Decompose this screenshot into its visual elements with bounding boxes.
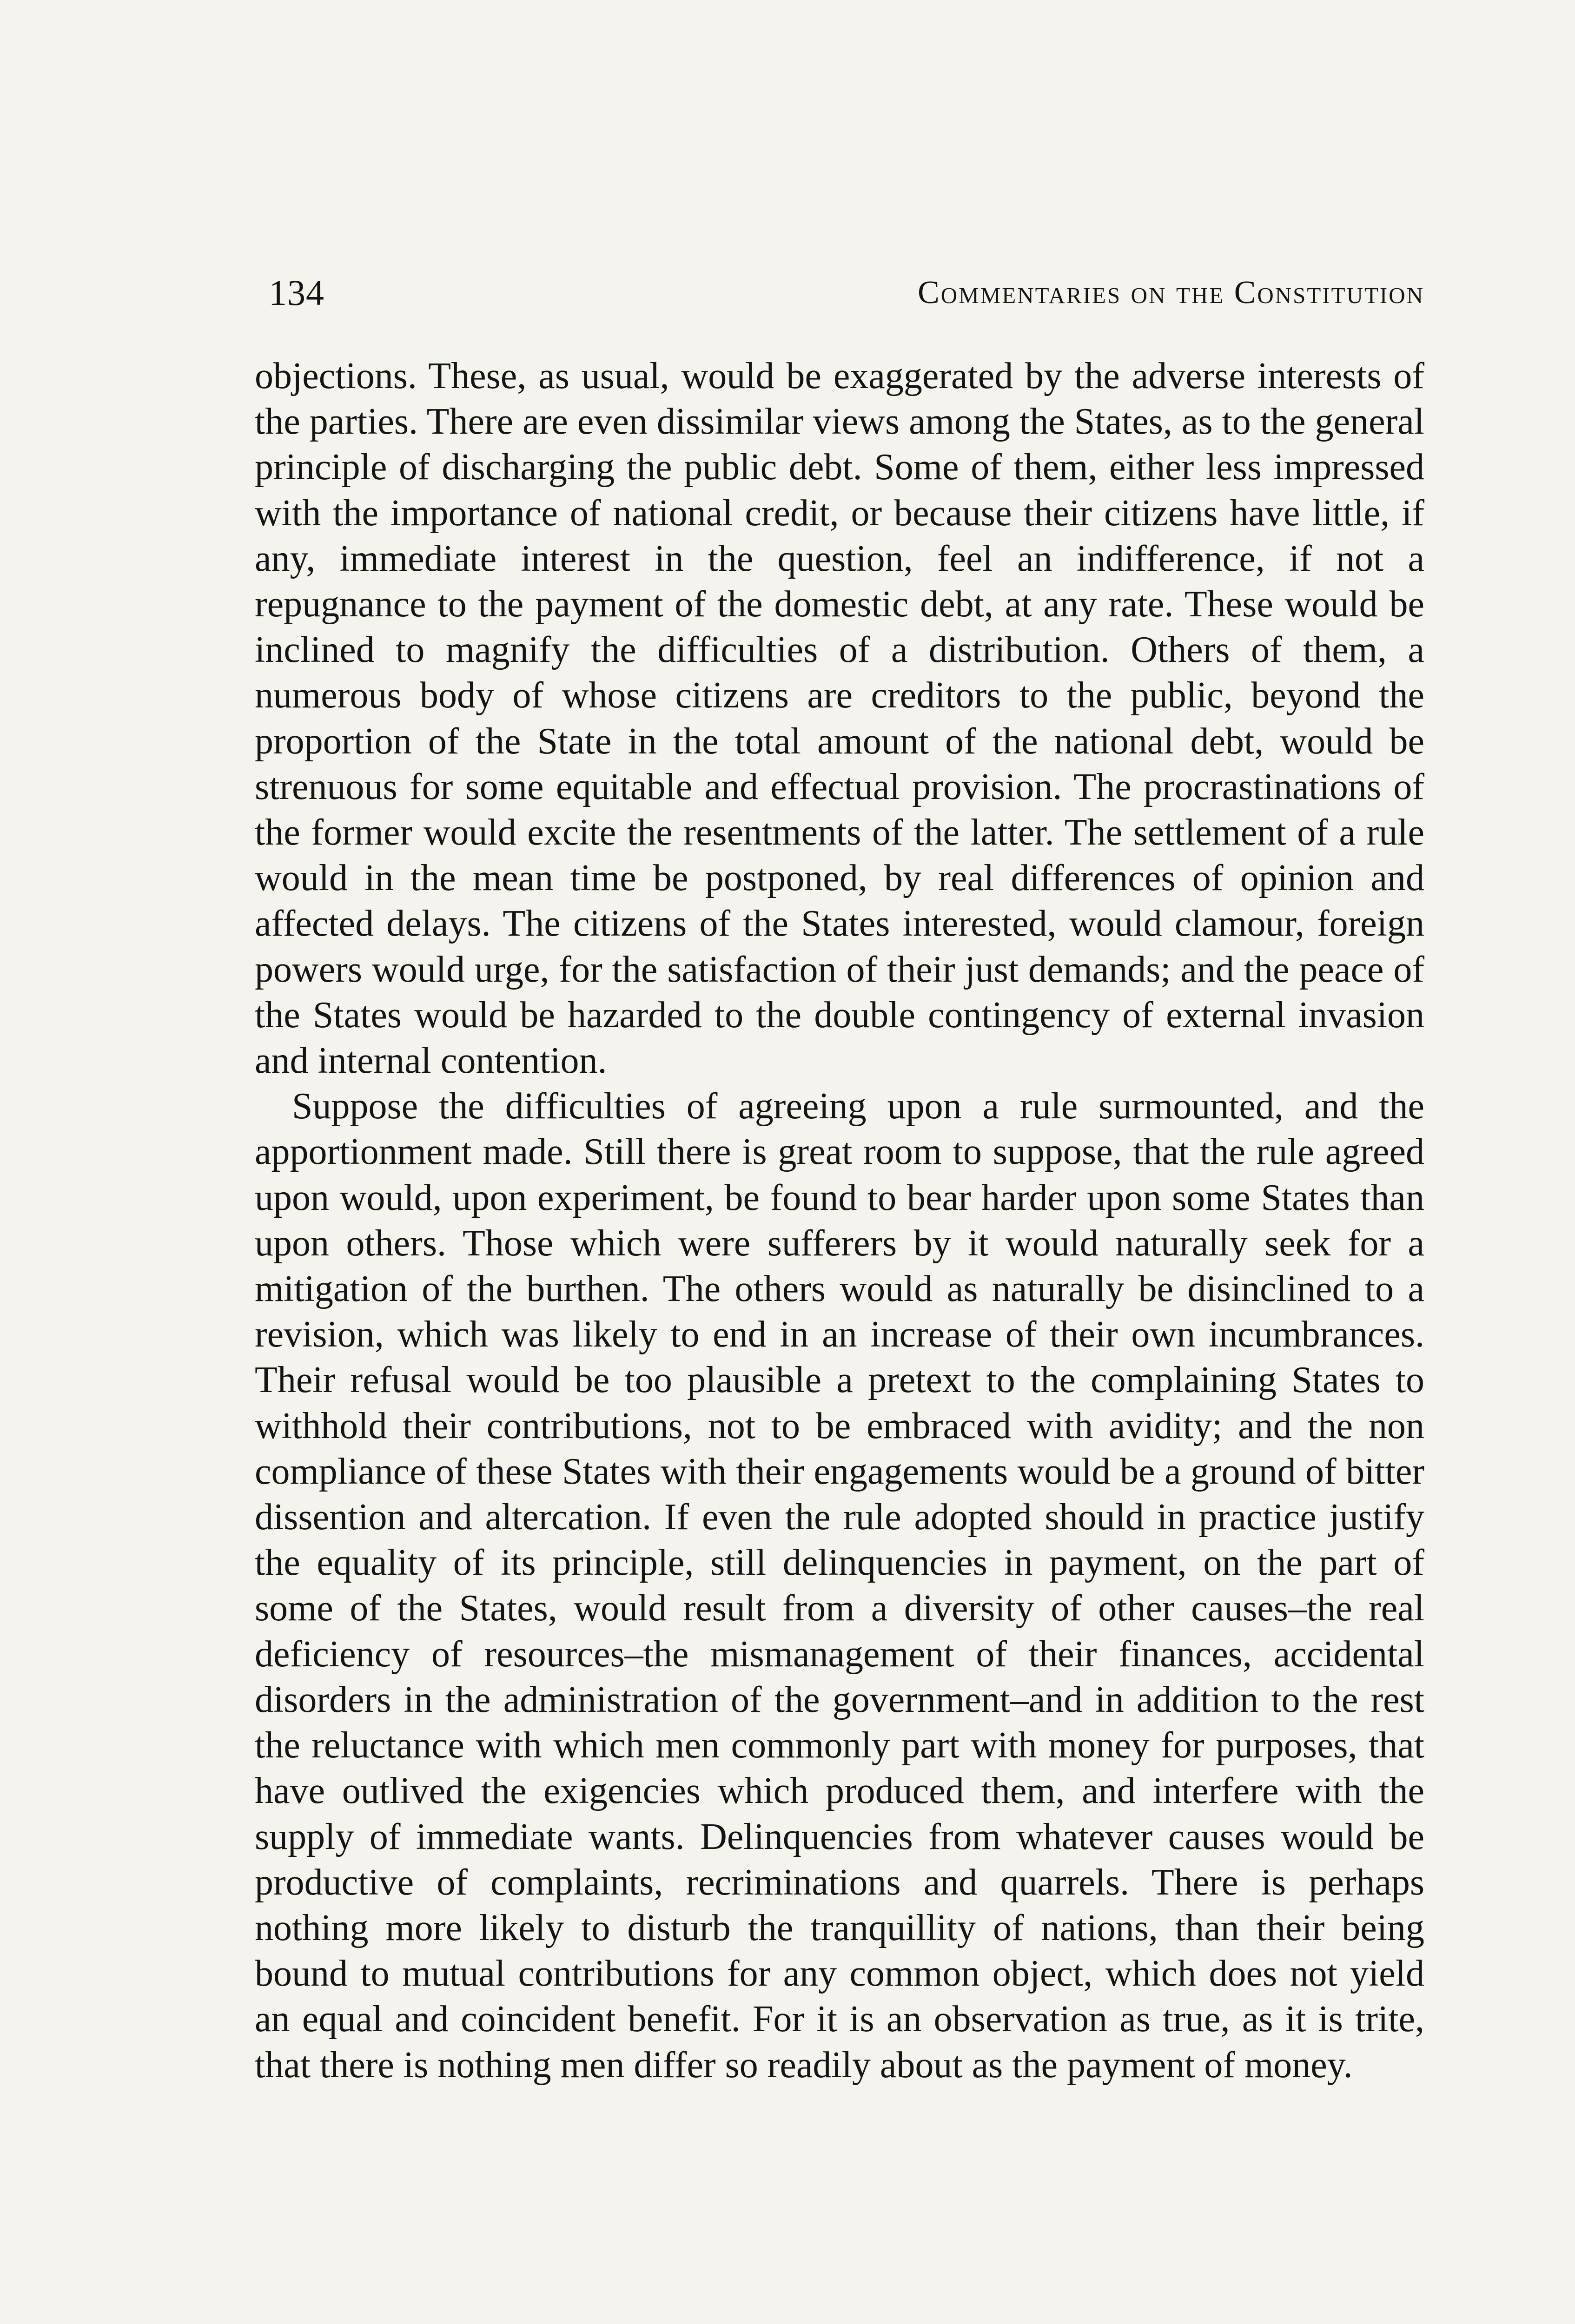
page-header [269, 265, 1424, 321]
paragraph-continued: objections. These, as usual, would be exaggerated by the adverse interests of the parties. There are even dissimilar views among the States, as to the general principle of discharging the public debt. Some of them, either less impressed with the importance of national credit, or because their citizens have little, if any, immediate interest in the question, feel an indifference, if not a repugnance to the payment of the domestic debt, at any rate. These would be inclined to magnify the difficulties of a distribution. Others of them, a numerous body of whose citizens are creditors to the public, beyond the proportion of the State in the total amount of the national debt, would be strenuous for some equitable and effectual provision. The procrastinations of the former would excite the resentments of the latter. The settlement of a rule would in the mean time be postponed, by real differences of opinion and affected delays. The citizens of the States interested, would clamour, foreign powers would urge, for the satisfaction of their just demands; and the peace of the States would be hazarded to the double contingency of external invasion and internal contention. [255, 356, 1424, 1082]
page-number: 134 [269, 272, 324, 313]
paragraph: Suppose the difficulties of agreeing upon a rule surmounted, and the apportionment made. Still there is great room to suppose, that the rule agreed upon would, upon experiment, be found to bear harder upon some States than upon others. Those which were sufferers by it would naturally seek for a mitigation of the burthen. The others would as naturally be disinclined to a revision, which was likely to end in an increase of their own incumbrances. Their refusal would be too plausible a pretext to the complaining States to withhold their contributions, not to be embraced with avidity; and the non compliance of these States with their engagements would be a ground of bitter dissention and altercation. If even the rule adopted should in practice justify the equality of its principle, still delinquencies in payment, on the part of some of the States, would result from a diversity of other causes–the real deficiency of resources–the mismanagement of their finances, accidental disorders in the administration of the government–and in addition to the rest the reluctance with which men commonly part with money for purposes, that have outlived the exigencies which produced them, and interfere with the supply of immediate wants. Delinquencies from whatever causes would be productive of complaints, recriminations and quarrels. There is perhaps nothing more likely to disturb the tranquillity of nations, than their being bound to mutual contributions for any common object, which does not yield an equal and coincident benefit. For it is an observation as true, as it is trite, that there is nothing men differ so readily about as the payment of money. [255, 1086, 1424, 2086]
body-text [255, 353, 1424, 2305]
running-title: Commentaries on the Constitution [918, 275, 1424, 310]
